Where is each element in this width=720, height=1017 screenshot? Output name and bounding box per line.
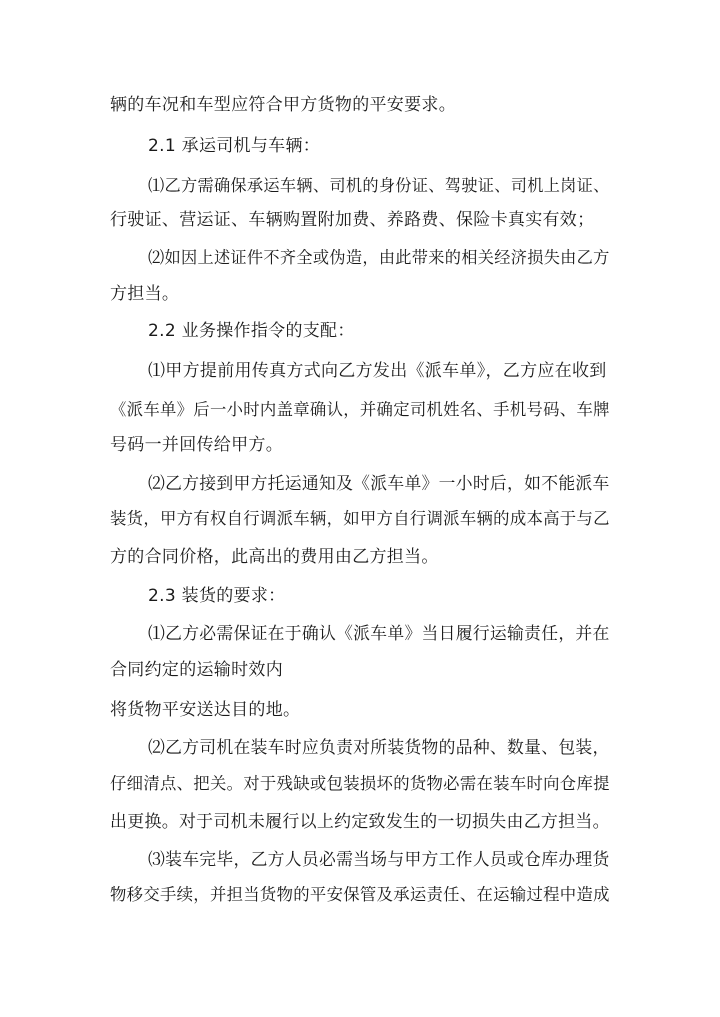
text-line-5: ⑵如因上述证件不齐全或伪造，由此带来的相关经济损失由乙方 (148, 248, 610, 267)
text-line-20: 出更换。对于司机未履行以上约定致发生的一切损失由乙方担当。 (110, 811, 610, 831)
text-line-8: ⑴甲方提前用传真方式向乙方发出《派车单》，乙方应在收到 (148, 361, 607, 381)
text-line-10: 号码一并回传给甲方。 (110, 435, 283, 455)
text-line-22: 物移交手续，并担当货物的平安保管及承运责任、在运输过程中造成 (110, 885, 610, 904)
section-heading-2-2: 2.2 业务操作指令的支配： (148, 321, 355, 341)
text-line-19: 仔细清点、把关。对于残缺或包装损坏的货物必需在装车时向仓库提 (110, 774, 610, 793)
text-line-1: 辆的车况和车型应符合甲方货物的平安要求。 (110, 95, 456, 115)
text-line-18: ⑵乙方司机在装车时应负责对所装货物的品种、数量、包装， (148, 737, 610, 757)
section-heading-2-1: 2.1 承运司机与车辆： (148, 136, 321, 156)
text-line-4: 行驶证、营运证、车辆购置附加费、养路费、保险卡真实有效； (110, 210, 595, 230)
text-line-21: ⑶装车完毕，乙方人员必需当场与甲方工作人员或仓库办理货 (148, 849, 610, 869)
text-line-17: 将货物平安送达目的地。 (110, 700, 301, 720)
text-line-12: 装货，甲方有权自行调派车辆，如甲方自行调派车辆的成本高于与乙 (110, 509, 610, 528)
text-line-11: ⑵乙方接到甲方托运通知及《派车单》一小时后，如不能派车 (148, 473, 610, 493)
text-line-15: ⑴乙方必需保证在于确认《派车单》当日履行运输责任，并在 (148, 623, 610, 643)
text-line-16: 合同约定的运输时效内 (110, 660, 283, 680)
text-line-6: 方担当。 (110, 284, 180, 304)
text-line-9: 《派车单》后一小时内盖章确认，并确定司机姓名、手机号码、车牌 (110, 400, 610, 419)
text-line-13: 方的合同价格，此高出的费用由乙方担当。 (110, 547, 439, 567)
section-heading-2-3: 2.3 装货的要求： (148, 586, 286, 606)
text-line-3: ⑴乙方需确保承运车辆、司机的身份证、驾驶证、司机上岗证、 (148, 176, 610, 195)
